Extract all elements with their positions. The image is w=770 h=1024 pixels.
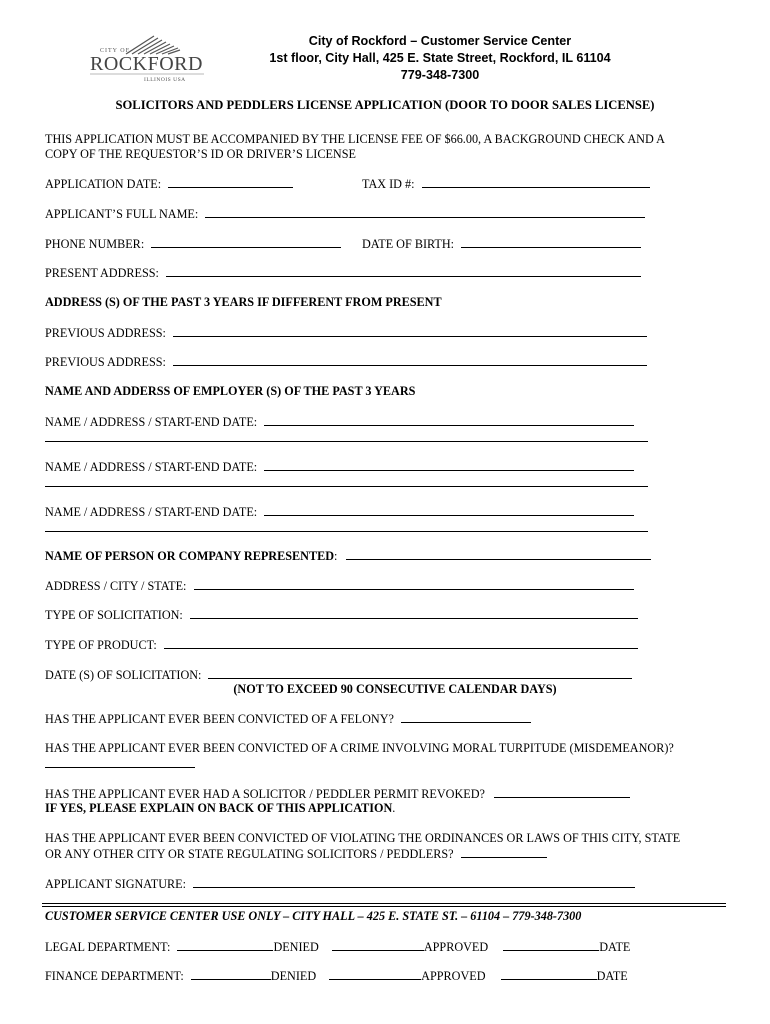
employers-heading: NAME AND ADDERSS OF EMPLOYER (S) OF THE PAST 3 YEARS: [45, 384, 416, 398]
full-name-label: APPLICANT’S FULL NAME:: [45, 207, 199, 221]
employer-row-1: [45, 414, 634, 430]
ordinances-row: [45, 846, 547, 862]
full-name-row: [45, 206, 645, 222]
represented-row: [45, 548, 651, 564]
full-name-field[interactable]: [205, 206, 645, 218]
finance-denied-label: DENIED: [270, 969, 317, 983]
svg-text:CITY OF: CITY OF: [100, 48, 130, 54]
permit-revoked-row: [45, 786, 630, 802]
moral-turpitude-answer-row: [45, 756, 195, 772]
represented-field[interactable]: [346, 548, 651, 560]
dob-row: [362, 236, 641, 252]
moral-turpitude-answer-field[interactable]: [45, 756, 195, 768]
finance-department-label: FINANCE DEPARTMENT:: [45, 969, 184, 983]
dates-solicitation-label: DATE (S) OF SOLICITATION:: [45, 668, 202, 682]
represented-colon: :: [334, 549, 338, 563]
employer-field-1-continued[interactable]: [45, 441, 648, 442]
permit-revoked-question: HAS THE APPLICANT EVER HAD A SOLICITOR / PEDDLER PERMIT REVOKED?: [45, 787, 485, 801]
form-title: SOLICITORS AND PEDDLERS LICENSE APPLICATION (DOOR TO DOOR SALES LICENSE): [115, 98, 655, 112]
type-product-label: TYPE OF PRODUCT:: [45, 638, 157, 652]
legal-date-field[interactable]: [503, 939, 599, 951]
legal-department-label: LEGAL DEPARTMENT:: [45, 940, 171, 954]
header-line-2: 1st floor, City Hall, 425 E. State Street, Rockford, IL 61104: [269, 51, 611, 65]
previous-address-row-1: [45, 325, 647, 341]
signature-label: APPLICANT SIGNATURE:: [45, 877, 186, 891]
phone-field[interactable]: [151, 236, 341, 248]
finance-denied-field[interactable]: [191, 968, 271, 980]
type-solicitation-field[interactable]: [190, 607, 638, 619]
legal-date-label: DATE: [599, 940, 631, 954]
employer-field-3-continued[interactable]: [45, 531, 648, 532]
employer-label: NAME / ADDRESS / START-END DATE:: [45, 415, 258, 429]
employer-row-3: [45, 504, 634, 520]
application-date-field[interactable]: [168, 176, 293, 188]
svg-text:ILLINOIS USA: ILLINOIS USA: [144, 77, 186, 83]
explain-period: .: [392, 801, 396, 815]
felony-question: HAS THE APPLICANT EVER BEEN CONVICTED OF A FELONY?: [45, 712, 394, 726]
employer-label: NAME / ADDRESS / START-END DATE:: [45, 460, 258, 474]
rockford-logo: [86, 34, 216, 84]
signature-row: [45, 876, 635, 892]
finance-approved-label: APPROVED: [421, 969, 486, 983]
legal-denied-field[interactable]: [177, 939, 273, 951]
finance-approved-field[interactable]: [329, 968, 421, 980]
signature-field[interactable]: [193, 876, 635, 888]
legal-approved-field[interactable]: [332, 939, 424, 951]
type-solicitation-label: TYPE OF SOLICITATION:: [45, 608, 183, 622]
employer-field-1[interactable]: [264, 414, 634, 426]
employer-label: NAME / ADDRESS / START-END DATE:: [45, 505, 258, 519]
ordinances-answer-field[interactable]: [461, 846, 547, 858]
svg-text:ROCKFORD: ROCKFORD: [90, 53, 203, 75]
application-date-row: [45, 176, 293, 192]
explain-row: [45, 801, 395, 816]
previous-address-row-2: [45, 354, 647, 370]
present-address-label: PRESENT ADDRESS:: [45, 266, 159, 280]
felony-row: [45, 711, 531, 727]
employer-row-2: [45, 459, 634, 475]
previous-addresses-heading: ADDRESS (S) OF THE PAST 3 YEARS IF DIFFERENT FROM PRESENT: [45, 295, 442, 309]
tax-id-row: [362, 176, 650, 192]
finance-date-field[interactable]: [501, 968, 597, 980]
address-city-state-field[interactable]: [194, 578, 634, 590]
intro-line-1: THIS APPLICATION MUST BE ACCOMPANIED BY THE LICENSE FEE OF $66.00, A BACKGROUND CHECK AND A: [45, 132, 665, 146]
type-product-row: [45, 637, 638, 653]
previous-address-label: PREVIOUS ADDRESS:: [45, 355, 166, 369]
phone-row: [45, 236, 341, 252]
employer-field-3[interactable]: [264, 504, 634, 516]
phone-label: PHONE NUMBER:: [45, 237, 145, 251]
address-city-state-label: ADDRESS / CITY / STATE:: [45, 579, 187, 593]
present-address-row: [45, 265, 641, 281]
dob-field[interactable]: [461, 236, 641, 248]
application-date-label: APPLICATION DATE:: [45, 177, 162, 191]
present-address-field[interactable]: [166, 265, 641, 277]
previous-address-field-2[interactable]: [173, 354, 647, 366]
ordinances-question-line-2: OR ANY OTHER CITY OR STATE REGULATING SOLICITORS / PEDDLERS?: [45, 847, 454, 861]
represented-label: NAME OF PERSON OR COMPANY REPRESENTED: [45, 549, 335, 563]
previous-address-field-1[interactable]: [173, 325, 647, 337]
type-solicitation-row: [45, 607, 638, 623]
felony-answer-field[interactable]: [401, 711, 531, 723]
ordinances-question-line-1: HAS THE APPLICANT EVER BEEN CONVICTED OF VIOLATING THE ORDINANCES OR LAWS OF THIS CITY, STATE: [45, 831, 681, 845]
employer-field-2-continued[interactable]: [45, 486, 648, 487]
moral-turpitude-question: HAS THE APPLICANT EVER BEEN CONVICTED OF A CRIME INVOLVING MORAL TURPITUDE (MISDEMEANOR)?: [45, 741, 674, 755]
not-exceed-note: (NOT TO EXCEED 90 CONSECUTIVE CALENDAR DAYS): [233, 682, 557, 696]
finance-department-row: [45, 968, 628, 984]
permit-revoked-answer-field[interactable]: [494, 786, 630, 798]
dates-solicitation-field[interactable]: [208, 667, 632, 679]
dob-label: DATE OF BIRTH:: [362, 237, 455, 251]
explain-instruction: IF YES, PLEASE EXPLAIN ON BACK OF THIS APPLICATION: [45, 801, 393, 815]
office-section-rule-top: [42, 903, 726, 904]
finance-date-label: DATE: [596, 969, 628, 983]
tax-id-field[interactable]: [422, 176, 650, 188]
employer-field-2[interactable]: [264, 459, 634, 471]
header-line-1: City of Rockford – Customer Service Center: [308, 34, 572, 48]
office-section-rule-bottom: [42, 906, 726, 907]
legal-department-row: [45, 939, 630, 955]
legal-denied-label: DENIED: [273, 940, 319, 954]
intro-line-2: COPY OF THE REQUESTOR’S ID OR DRIVER’S LICENSE: [45, 147, 356, 161]
office-header: [230, 33, 650, 84]
type-product-field[interactable]: [164, 637, 638, 649]
legal-approved-label: APPROVED: [423, 940, 489, 954]
tax-id-label: TAX ID #:: [362, 177, 415, 191]
office-use-heading: CUSTOMER SERVICE CENTER USE ONLY – CITY HALL – 425 E. STATE ST. – 61104 – 779-348-7300: [45, 909, 582, 923]
dates-solicitation-row: [45, 667, 632, 683]
header-phone: 779-348-7300: [400, 68, 480, 82]
address-city-state-row: [45, 578, 634, 594]
previous-address-label: PREVIOUS ADDRESS:: [45, 326, 166, 340]
